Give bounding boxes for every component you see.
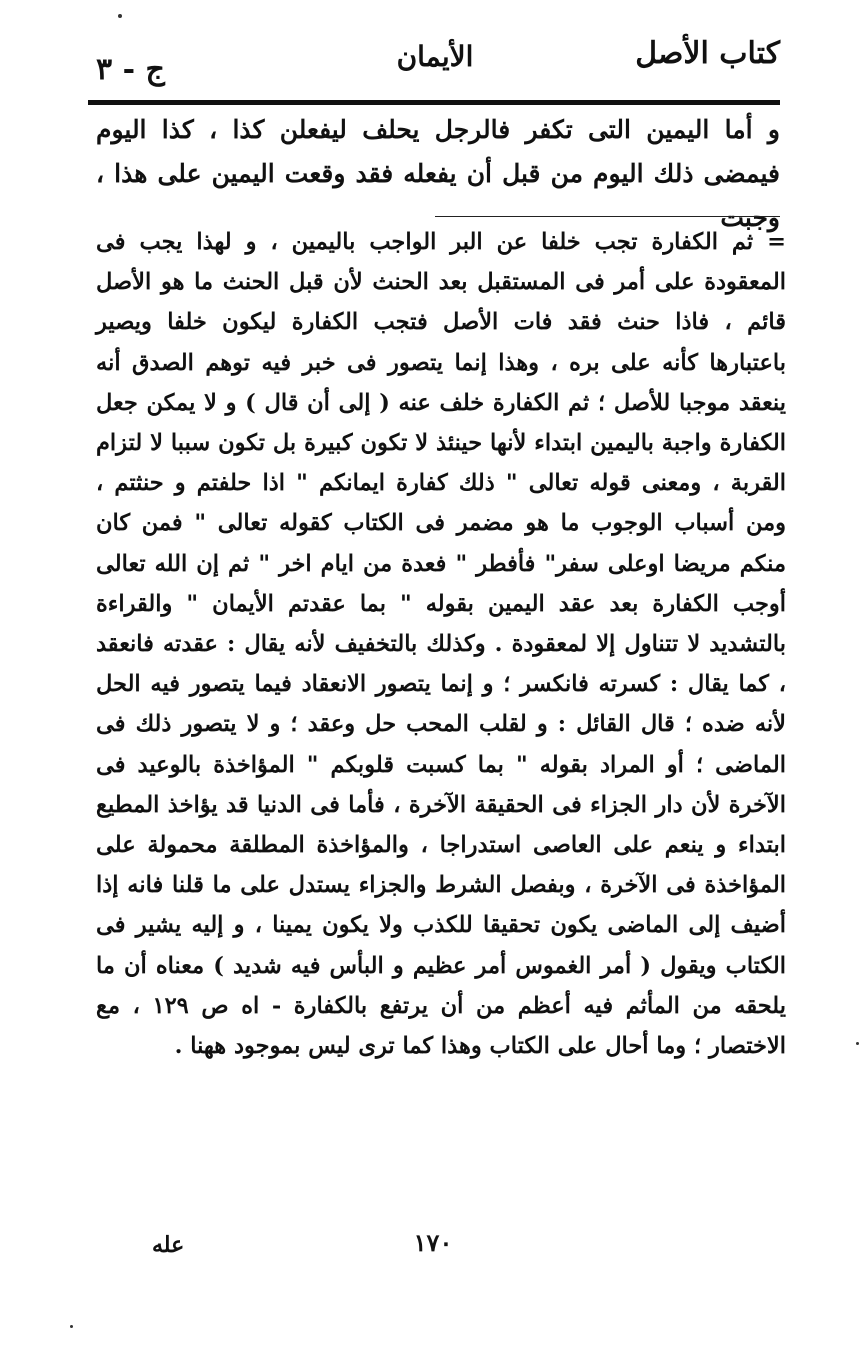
catchword: عله <box>152 1232 185 1258</box>
main-text <box>96 108 780 240</box>
main-paragraph: و أما اليمين التى تكفر فالرجل يحلف ليفعلن كذا ، كذا اليوم فيمضى ذلك اليوم من قبل أن يفعله فقد وقعت اليمين على هذا ، وجبت <box>96 115 780 232</box>
chapter-title: الأيمان <box>396 40 474 73</box>
footnotes <box>96 222 786 1066</box>
header-rule <box>88 100 780 105</box>
page-header <box>90 30 780 90</box>
paper-speck <box>118 14 122 18</box>
footnote-paragraph: = ثم الكفارة تجب خلفا عن البر الواجب باليمين ، و لهذا يجب فى المعقودة على أمر فى المستقبل بعد الحنث لأن قبل الحنث ما هو الأصل قائم ، فاذا حنث فقد فات الأصل فتجب الكفارة ليكون خلفا ويصير باعتبارها كأنه على بره ، وهذا إنما يتصور فى خبر فيه توهم الصدق أنه ينعقد موجبا للأصل ؛ ثم الكفارة خلف عنه ( إلى أن قال ) و لا يمكن جعل الكفارة واجبة باليمين ابتداء لأنها حينئذ لا تكون كبيرة بل تكون سببا لا لتزام القربة ، ومعنى قوله تعالى " ذلك كفارة ايمانكم " اذا حلفتم و حنثتم ، ومن أسباب الوجوب ما هو مضمر فى الكتاب كقوله تعالى " فمن كان منكم مريضا اوعلى سفر" فأفطر " فعدة من ايام اخر " ثم إن الله تعالى أوجب الكفارة بعد عقد اليمين بقوله " بما عقدتم الأيمان " والقراءة بالتشديد لا تتناول إلا لمعقودة . وكذلك بالتخفيف لأنه يقال : عقدته فانعقد ، كما يقال : كسرته فانكسر ؛ و إنما يتصور الانعقاد فيما يتصور فيه الحل لأنه ضده ؛ قال القائل : و لقلب المحب حل وعقد ؛ و لا يتصور ذلك فى الماضى ؛ أو المراد بقوله " بما كسبت قلوبكم " المؤاخذة بالوعيد فى الآخرة لأن دار الجزاء فى الحقيقة الآخرة ، فأما فى الدنيا قد يؤاخذ المطيع ابتداء و ينعم على العاصى استدراجا ، والمؤاخذة المطلقة محمولة على المؤاخذة فى الآخرة ، وبفصل الشرط والجزاء يستدل على ما قلنا فانه إذا أضيف إلى الماضى يكون تحقيقا للكذب ولا يكون يمينا ، و إليه يشير فى الكتاب ويقول ( أمر الغموس أمر عظيم و البأس فيه شديد ) معناه أن ما يلحقه من المأثم فيه أعظم من أن يرتفع بالكفارة - اه ص ١٢٩ ، مع الاختصار ؛ وما أحال على الكتاب وهذا كما ترى ليس بموجود ههنا . <box>96 229 786 1060</box>
page-number: ١٧٠ <box>413 1228 453 1257</box>
footnote-separator <box>435 216 780 217</box>
book-title: كتاب الأصل <box>635 36 780 71</box>
paper-speck <box>70 1325 73 1328</box>
volume-label: ج - ٣ <box>96 52 165 87</box>
paper-speck <box>856 1042 859 1045</box>
